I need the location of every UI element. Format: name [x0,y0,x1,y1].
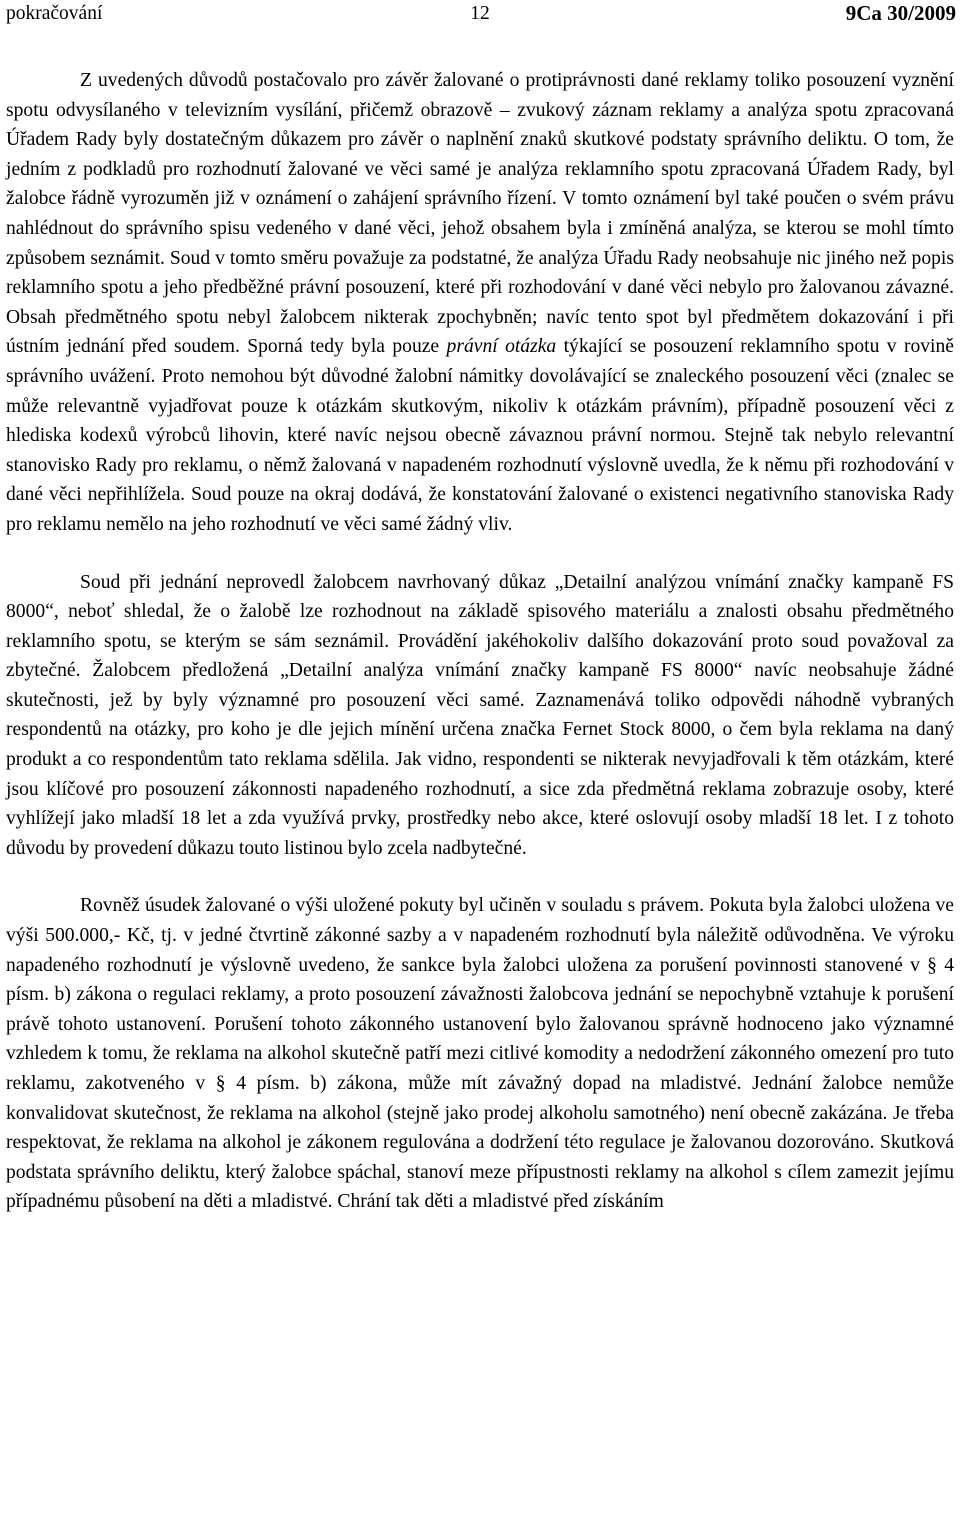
case-number: 9Ca 30/2009 [845,1,956,25]
document-body [6,66,954,1217]
paragraph-2: Soud při jednání neprovedl žalobcem navrhovaný důkaz „Detailní analýzou vnímání značky kampaně FS 8000“, neboť shledal, že o žalobě lze rozhodnout na základě spisového materiálu a znalosti obsahu předmětného reklamního spotu, se kterým se sám seznámil. Provádění jakéhokoliv dalšího dokazování proto soud považoval za zbytečné. Žalobcem předložená „Detailní analýza vnímání značky kampaně FS 8000“ navíc neobsahuje žádné skutečnosti, jež by byly významné pro posouzení věci samé. Zaznamenává toliko odpovědi náhodně vybraných respondentů na otázky, pro koho je dle jejich mínění určena značka Fernet Stock 8000, o čem byla reklama na daný produkt a co respondentům tato reklama sdělila. Jak vidno, respondenti se nikterak nevyjadřovali k těm otázkám, které jsou klíčové pro posouzení zákonnosti napadeného rozhodnutí, a sice zda předmětná reklama zobrazuje osoby, které vyhlížejí jako mladší 18 let a zda využívá prvky, prostředky nebo akce, které oslovují osoby mladší 18 let. I z tohoto důvodu by provedení důkazu touto listinou bylo zcela nadbytečné. [6,571,954,859]
paragraph-1-text-end: týkající se posouzení reklamního spotu v rovině správního uvážení. Proto nemohou být důvodné žalobní námitky dovolávající se znaleckého posouzení věci (znalec se může relevantně vyjadřovat pouze k otázkám skutkovým, nikoliv k otázkám právním), případně posouzení věci z hlediska kodexů výrobců lihovin, které navíc nejsou obecně závaznou právní normou. Stejně tak nebylo relevantní stanovisko Rady pro reklamu, o němž žalovaná v napadeném rozhodnutí výslovně uvedla, že k němu při rozhodování v dané věci nepřihlížela. Soud pouze na okraj dodává, že konstatování žalované o existenci negativního stanoviska Rady pro reklamu nemělo na jeho rozhodnutí ve věci samé žádný vliv. [6,336,954,535]
page-header [0,0,960,30]
page-number: 12 [470,3,490,24]
paragraph-1 [6,66,954,540]
continuation-label: pokračování [6,3,103,24]
paragraph-3: Rovněž úsudek žalované o výši uložené pokuty byl učiněn v souladu s právem. Pokuta byla žalobci uložena ve výši 500.000,- Kč, tj. v jedné čtvrtině zákonné sazby a v napadeném rozhodnutí byla náležitě odůvodněna. Ve výroku napadeného rozhodnutí je výslovně uvedeno, že sankce byla žalobci uložena za porušení povinnosti stanovené v § 4 písm. b) zákona o regulaci reklamy, a proto posouzení závažnosti žalobcova jednání se nepochybně vztahuje k porušení právě tohoto ustanovení. Porušení tohoto zákonného ustanovení bylo žalovanou správně hodnoceno jako významné vzhledem k tomu, že reklama na alkohol skutečně patří mezi citlivé komodity a nedodržení zákonného omezení pro tuto reklamu, zakotveného v § 4 písm. b) zákona, může mít závažný dopad na mladistvé. Jednání žalobce nemůže konvalidovat skutečnost, že reklama na alkohol (stejně jako prodej alkoholu samotného) není obecně zakázána. Je třeba respektovat, že reklama na alkohol je zákonem regulována a dodržení této regulace je žalovanou dozorováno. Skutková podstata správního deliktu, který žalobce spáchal, stanoví meze přípustnosti reklamy na alkohol s cílem zamezit jejímu případnému působení na děti a mladistvé. Chrání tak děti a mladistvé před získáním [6,895,954,1213]
paragraph-1-emphasis: právní otázka [446,336,557,358]
paragraph-1-text-start: Z uvedených důvodů postačovalo pro závěr žalované o protiprávnosti dané reklamy toliko posouzení vyznění spotu odvysílaného v televizním vysílání, přičemž obrazově – zvukový záznam reklamy a analýza spotu zpracovaná Úřadem Rady byly dostatečným důkazem pro závěr o naplnění znaků skutkové podstaty správního deliktu. O tom, že jedním z podkladů pro rozhodnutí žalované ve věci samé je analýza reklamního spotu zpracovaná Úřadem Rady, byl žalobce řádně vyrozuměn již v oznámení o zahájení správního řízení. V tomto oznámení byl také poučen o svém právu nahlédnout do správního spisu vedeného v dané věci, jehož obsahem byla i zmíněná analýza, se kterou se mohl tímto způsobem seznámit. Soud v tomto směru považuje za podstatné, že analýza Úřadu Rady neobsahuje nic jiného než popis reklamního spotu a jeho předběžné právní posouzení, které při rozhodování v dané věci nebylo pro žalovanou závazné. Obsah předmětného spotu nebyl žalobcem nikterak zpochybněn; navíc tento spot byl předmětem dokazování i při ústním jednání před soudem. Sporná tedy byla pouze [6,70,954,358]
